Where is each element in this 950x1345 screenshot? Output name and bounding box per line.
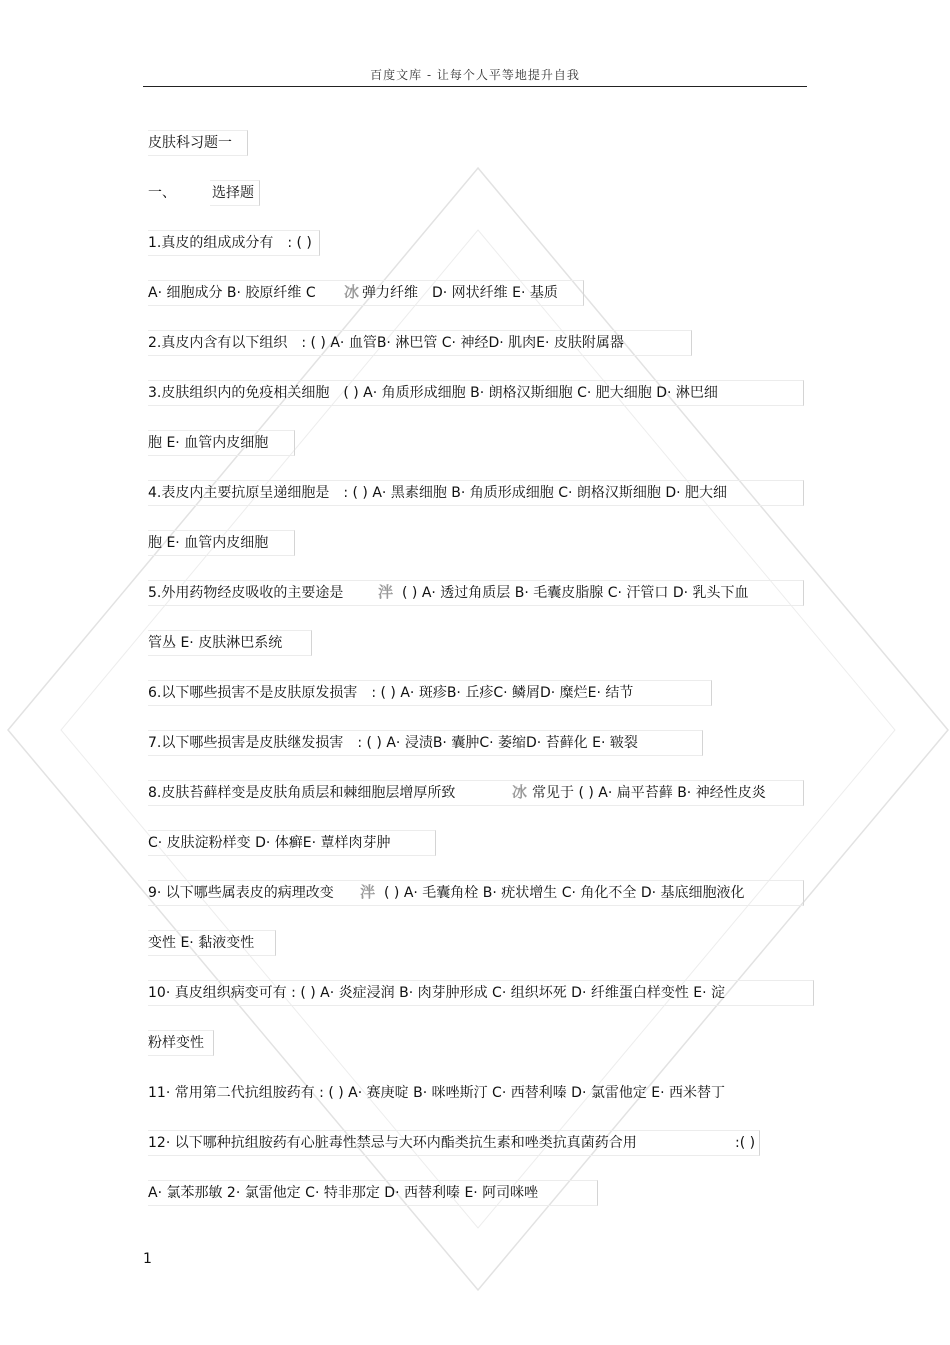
watermark-glyph: 泮 xyxy=(378,583,394,601)
watermark-glyph: 泮 xyxy=(360,883,376,901)
question-5-options: ( ) A· 透过角质层 B· 毛囊皮脂腺 C· 汗管口 D· 乳头下血 xyxy=(402,585,749,601)
watermark-glyph: 冰 xyxy=(512,783,528,801)
question-9-options: ( ) A· 毛囊角栓 B· 疣状增生 C· 角化不全 D· 基底细胞液化 xyxy=(384,885,745,901)
page-number: 1 xyxy=(143,1251,152,1267)
section-number: 一、 xyxy=(148,185,176,201)
question-5: 5.外用药物经皮吸收的主要途是 xyxy=(148,585,344,601)
watermark-glyph: 冰 xyxy=(344,283,360,301)
question-12-answer: :( ) xyxy=(735,1135,756,1151)
question-3-cont: 胞 E· 血管内皮细胞 xyxy=(148,435,269,451)
question-3: 3.皮肤组织内的免疫相关细胞 ( ) A· 角质形成细胞 B· 朗格汉斯细胞 C· 肥大细胞 D· 淋巴细 xyxy=(148,385,718,401)
header-rule xyxy=(143,86,807,87)
question-11: 11· 常用第二代抗组胺药有 : ( ) A· 赛庚啶 B· 咪唑斯汀 C· 西替利嗪 D· 氯雷他定 E· 西米替丁 xyxy=(148,1085,726,1101)
question-4: 4.表皮内主要抗原呈递细胞是 : ( ) A· 黑素细胞 B· 角质形成细胞 C· 朗格汉斯细胞 D· 肥大细 xyxy=(148,485,728,501)
question-8: 8.皮肤苔藓样变是皮肤角质层和棘细胞层增厚所致 xyxy=(148,785,456,801)
question-8-cont: C· 皮肤淀粉样变 D· 体癣E· 蕈样肉芽肿 xyxy=(148,835,391,851)
question-1-options: A· 细胞成分 B· 胶原纤维 C xyxy=(148,285,316,301)
question-8-options: 常见于 ( ) A· 扁平苔藓 B· 神经性皮炎 xyxy=(532,785,766,801)
question-1-options-cont: 弹力纤维 D· 网状纤维 E· 基质 xyxy=(362,285,558,301)
question-7: 7.以下哪些损害是皮肤继发损害 : ( ) A· 浸渍B· 囊肿C· 萎缩D· 苔藓化 E· 皲裂 xyxy=(148,735,638,751)
question-6: 6.以下哪些损害不是皮肤原发损害 : ( ) A· 斑疹B· 丘疹C· 鳞屑D· 糜烂E· 结节 xyxy=(148,685,634,701)
page-header: 百度文库 - 让每个人平等地提升自我 xyxy=(370,68,580,82)
question-10-cont: 粉样变性 xyxy=(148,1035,204,1051)
question-5-cont: 管丛 E· 皮肤淋巴系统 xyxy=(148,635,283,651)
question-1: 1.真皮的组成成分有 : ( ) xyxy=(148,235,312,251)
section-heading: 选择题 xyxy=(212,185,254,201)
question-12: 12· 以下哪种抗组胺药有心脏毒性禁忌与大环内酯类抗生素和唑类抗真菌药合用 xyxy=(148,1135,637,1151)
question-9: 9· 以下哪些属表皮的病理改变 xyxy=(148,885,334,901)
question-4-cont: 胞 E· 血管内皮细胞 xyxy=(148,535,269,551)
question-2: 2.真皮内含有以下组织 : ( ) A· 血管B· 淋巴管 C· 神经D· 肌肉E· 皮肤附属器 xyxy=(148,335,624,351)
question-12-options: A· 氯苯那敏 2· 氯雷他定 C· 特非那定 D· 西替利嗪 E· 阿司咪唑 xyxy=(148,1185,539,1201)
question-10: 10· 真皮组织病变可有 : ( ) A· 炎症浸润 B· 肉芽肿形成 C· 组织坏死 D· 纤维蛋白样变性 E· 淀 xyxy=(148,985,726,1001)
document-title: 皮肤科习题一 xyxy=(148,135,232,151)
question-9-cont: 变性 E· 黏液变性 xyxy=(148,935,255,951)
